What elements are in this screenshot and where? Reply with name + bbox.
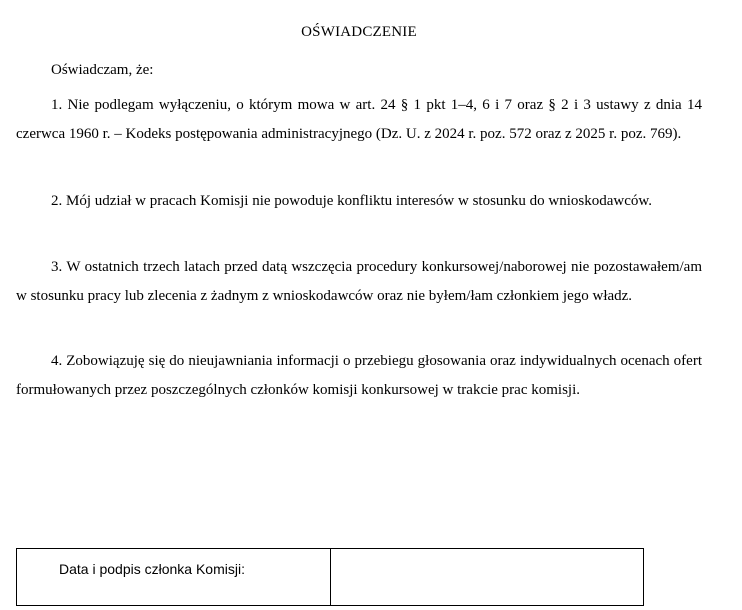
signature-field[interactable] (331, 549, 644, 606)
intro-statement: Oświadczam, że: (51, 62, 154, 78)
signature-row (17, 549, 644, 606)
document-title: OŚWIADCZENIE (301, 24, 417, 40)
declaration-paragraph-3: 3. W ostatnich trzech latach przed datą wszczęcia procedury konkursowej/naborowej nie pozostawałem/am w stosunku pracy lub zlecenia z żadnym z wnioskodawców oraz nie byłem/łam członkiem jego władz. (16, 259, 702, 304)
signature-label-cell (17, 549, 331, 606)
signature-label: Data i podpis członka Komisji: (59, 561, 245, 577)
signature-table (16, 548, 644, 606)
declaration-paragraph-1: 1. Nie podlegam wyłączeniu, o którym mowa w art. 24 § 1 pkt 1–4, 6 i 7 oraz § 2 i 3 ustawy z dnia 14 czerwca 1960 r. – Kodeks postępowania administracyjnego (Dz. U. z 2024 r. poz. 572 oraz z 2025 r. poz. 769). (16, 97, 702, 142)
declaration-paragraph-4: 4. Zobowiązuję się do nieujawniania informacji o przebiegu głosowania oraz indywidualnych ocenach ofert formułowanych przez poszczególnych członków komisji konkursowej w trakcie prac komisji. (16, 353, 702, 398)
declaration-paragraph-2: 2. Mój udział w pracach Komisji nie powoduje konfliktu interesów w stosunku do wnioskodawców. (51, 193, 653, 209)
